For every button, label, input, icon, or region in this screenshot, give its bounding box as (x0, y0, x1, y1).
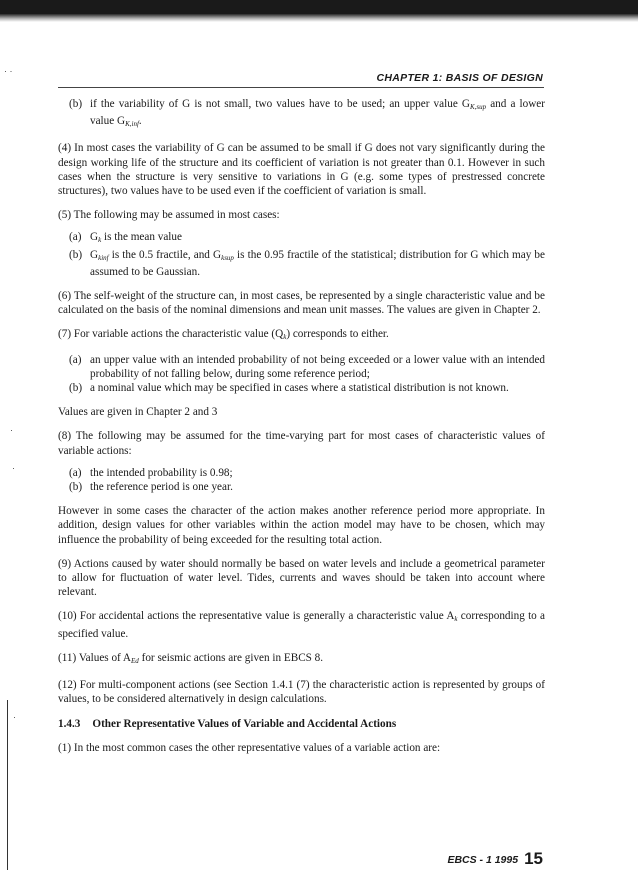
paragraph-6: (6) The self-weight of the structure can, in most cases, be represented by a single characteristic value and be calculated on the basis of the nominal dimensions and mean unit masses. The values are given in Chapter 2. (58, 290, 545, 317)
footer-document-ref: EBCS - 1 1995 (447, 854, 519, 866)
scan-speck: · (13, 712, 16, 722)
scan-speck: · (10, 425, 13, 435)
paragraph-however: However in some cases the character of the action makes another reference period more appropriate. In addition, design values for other variables within the action model may have to be chosen, which may influence the probability of being exceeded for the resulting total action. (58, 505, 545, 546)
paragraph-4: (4) In most cases the variability of G can be assumed to be small if G does not vary significantly during the design working life of the structure and its coefficient of variation is not greater than 0.1. However in such cases when the structure is very sensitive to variations in G (e.g. some types of prestressed concrete structures), two values have to be used even if the coefficient of variation is small. (58, 142, 545, 198)
binding-line (7, 700, 8, 870)
paragraph-9: (9) Actions caused by water should normally be based on water levels and include a geometrical parameter to allow for fluctuation of water level. Tides, currents and waves should be taken into account where relevant. (58, 557, 545, 599)
list-item-7b: (b) a nominal value which may be specified in cases where a statistical distribution is not known. (69, 382, 509, 395)
paragraph-7: (7) For variable actions the characteristic value $(Q_k)$ corresponds to either. (58, 328, 389, 342)
list-item-b-variability: (b) if the variability of G is not small, two values have to be used; an upper value $G_{K,sup}$ and a lower value $G_{K,inf}$. (69, 98, 545, 129)
chapter-header: CHAPTER 1: BASIS OF DESIGN (376, 72, 543, 84)
list-8 (58, 466, 545, 494)
paragraph-11: (11) Values of $A_{Ed}$ for seismic actions are given in EBCS 8. (58, 651, 324, 665)
list-item-5a: (a) $G_k$ is the mean value (69, 231, 182, 245)
header-rule (58, 87, 544, 88)
list-item-8b: (b) the reference period is one year. (69, 481, 233, 494)
scan-speck: · (12, 463, 15, 473)
paragraph-5: (5) The following may be assumed in most cases: (58, 209, 280, 222)
scan-speck: · · (4, 66, 13, 76)
list-item-8a: (a) the intended probability is 0.98; (69, 466, 233, 479)
scan-top-edge (0, 14, 638, 22)
paragraph-12: (12) For multi-component actions (see Section 1.4.1 (7) the characteristic action is represented by groups of values, to be considered alternatively in design calculations. (58, 679, 545, 706)
page-footer (447, 849, 543, 869)
list-5 (58, 230, 545, 279)
paragraph-10: (10) For accidental actions the representative value is generally a characteristic value $A_k$ corresponding to a specified value. (58, 610, 546, 640)
list-7 (58, 353, 545, 396)
paragraph-8: (8) The following may be assumed for the time-varying part for most cases of characteristic values of variable actions: (58, 430, 545, 457)
section-number: 1.4.3 (58, 717, 81, 730)
page-body (58, 97, 545, 765)
list-item-5b: (b) $G_{kinf}$ is the 0.5 fractile, and $G_{ksup}$ is the 0.95 fractile of the statistical; distribution for G which may be assumed to be Gaussian. (69, 248, 545, 278)
list-item-7a: (a) an upper value with an intended probability of not being exceeded or a lower value with an intended probability of not falling below, during some reference period; (69, 353, 545, 380)
section-title: Other Representative Values of Variable and Accidental Actions (92, 717, 397, 730)
paragraph-last: (1) In the most common cases the other representative values of a variable action are: (58, 741, 441, 754)
page-number: 15 (524, 849, 543, 868)
section-heading (58, 717, 545, 731)
values-note: Values are given in Chapter 2 and 3 (58, 406, 218, 419)
